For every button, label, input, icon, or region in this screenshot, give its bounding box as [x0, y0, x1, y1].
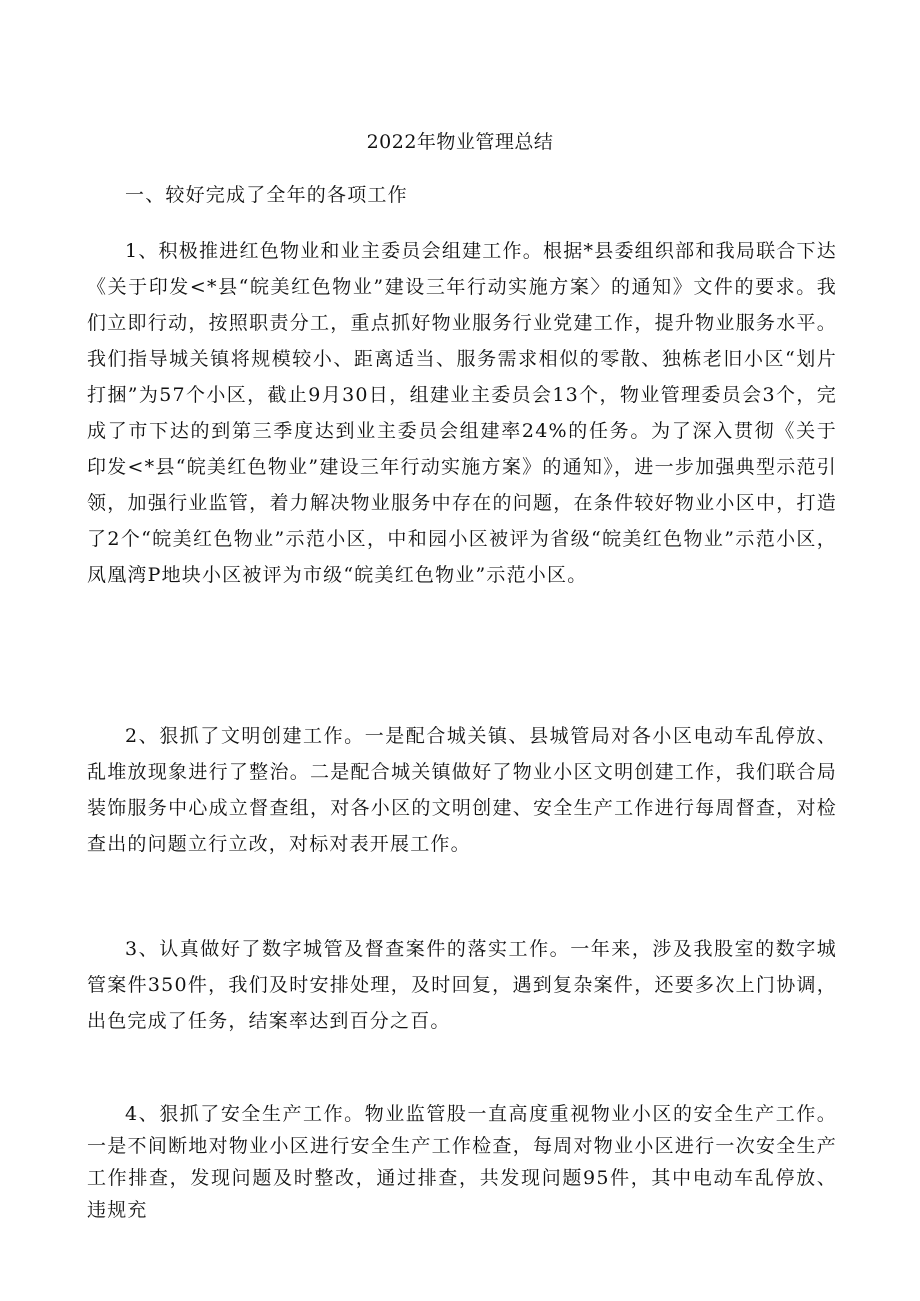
paragraph-4: 4、狠抓了安全生产工作。物业监管股一直高度重视物业小区的安全生产工作。一是不间断地对物业小区进行安全生产工作检查，每周对物业小区进行一次安全生产工作排查，发现问题及时整改，通过排查，共发现问题95件，其中电动车乱停放、违规充 [87, 1103, 837, 1221]
section-heading: 一、较好完成了全年的各项工作 [125, 184, 408, 206]
paragraph-1: 1、积极推进红色物业和业主委员会组建工作。根据*县委组织部和我局联合下达《关于印发<*县“皖美红色物业”建设三年行动实施方案〉的通知》文件的要求。我们立即行动，按照职责分工，重点抓好物业服务行业党建工作，提升物业服务水平。我们指导城关镇将规模较小、距离适当、服务需求相似的零散、独栋老旧小区“划片打捆”为57个小区，截止9月30日，组建业主委员会13个，物业管理委员会3个，完成了市下达的到第三季度达到业主委员会组建率24%的任务。为了深入贯彻《关于印发<*县“皖美红色物业”建设三年行动实施方案》的通知》，进一步加强典型示范引领，加强行业监管，着力解决物业服务中存在的问题，在条件较好物业小区中，打造了2个“皖美红色物业”示范小区，中和园小区被评为省级“皖美红色物业”示范小区，凤凰湾P地块小区被评为市级“皖美红色物业”示范小区。 [87, 240, 837, 586]
document-title: 2022年物业管理总结 [366, 131, 554, 153]
paragraph-3: 3、认真做好了数字城管及督查案件的落实工作。一年来，涉及我股室的数字城管案件350件，我们及时安排处理，及时回复，遇到复杂案件，还要多次上门协调，出色完成了任务，结案率达到百分之百。 [87, 938, 837, 1032]
paragraph-2: 2、狠抓了文明创建工作。一是配合城关镇、县城管局对各小区电动车乱停放、乱堆放现象进行了整治。二是配合城关镇做好了物业小区文明创建工作，我们联合局装饰服务中心成立督查组，对各小区的文明创建、安全生产工作进行每周督查，对检查出的问题立行立改，对标对表开展工作。 [87, 725, 837, 855]
